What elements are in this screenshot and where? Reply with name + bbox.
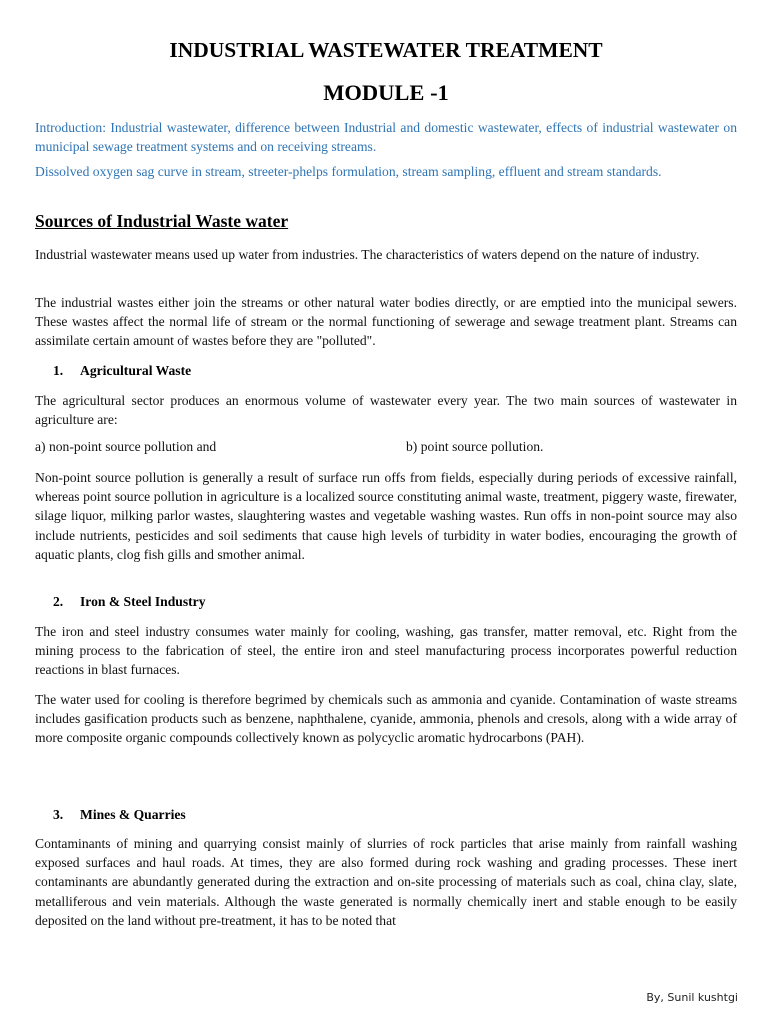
list-number: 1. <box>53 363 64 378</box>
list-number: 3. <box>53 807 64 822</box>
section-paragraph-2: The industrial wastes either join the streams or other natural water bodies directly, or are emptied into the municipal sewers. These wastes affect the normal life of stream or the normal functioning of sewerage and sewage treatment plant. Streams can assimilate certain amount of wastes before they are "polluted". <box>35 295 737 349</box>
iron-steel-heading <box>53 594 206 610</box>
subheading-text: Mines & Quarries <box>80 807 186 822</box>
iron-paragraph-1: The iron and steel industry consumes water mainly for cooling, washing, gas transfer, matter removal, etc. Right from the mining process to the fabrication of steel, the entire iron and steel manufacturing process incorporates powerful reduction reactions in blast furnaces. <box>35 624 737 678</box>
subheading-text: Agricultural Waste <box>80 363 192 378</box>
mines-paragraph-1: Contaminants of mining and quarrying consist mainly of slurries of rock particles that arise mainly from rainfall washing exposed surfaces and haul roads. At times, they are also formed during rock washing and grading processes. These inert contaminants are abundantly generated during the extraction and on-site processing of materials such as coal, china clay, slate, metalliferous and vein materials. Although the waste generated is normally chemically inert and stable enough to be easily deposited on the land without pre-treatment, it has to be noted that <box>35 836 737 928</box>
agricultural-waste-heading <box>53 363 191 379</box>
module-title: MODULE -1 <box>323 80 449 105</box>
point-source-item: b) point source pollution. <box>406 439 544 454</box>
author-footer: By, Sunil kushtgi <box>646 991 738 1004</box>
document-title: INDUSTRIAL WASTEWATER TREATMENT <box>169 38 603 62</box>
mines-quarries-heading <box>53 807 186 823</box>
agri-paragraph-1: The agricultural sector produces an enormous volume of wastewater every year. The two main sources of wastewater in agriculture are: <box>35 393 737 428</box>
subheading-text: Iron & Steel Industry <box>80 594 206 609</box>
intro-line-1: Introduction: Industrial wastewater, difference between Industrial and domestic wastewater, effects of industrial wastewater on municipal sewage treatment systems and on receiving streams. <box>35 120 737 154</box>
agri-paragraph-2: Non-point source pollution is generally a result of surface run offs from fields, especially during periods of excessive rainfall, whereas point source pollution in agriculture is a localized source constituting animal waste, treatment, piggery waste, firewater, silage liquor, milking parlor wastes, slaughtering wastes and vegetable washing wastes. Run offs in non-point source may also include nutrients, pesticides and soil sediments that cause high levels of turbidity in water bodies, encouraging the growth of aquatic plants, clog fish gills and smother animal. <box>35 470 737 562</box>
iron-paragraph-2: The water used for cooling is therefore begrimed by chemicals such as ammonia and cyanide. Contamination of waste streams includes gasification products such as benzene, naphthalene, cyanide, ammonia, phenols and cresols, along with a wide array of more composite organic compounds collectively known as polycyclic aromatic hydrocarbons (PAH). <box>35 692 737 746</box>
non-point-source-item: a) non-point source pollution and <box>35 439 217 454</box>
intro-line-2: Dissolved oxygen sag curve in stream, streeter-phelps formulation, stream sampling, effluent and stream standards. <box>35 164 662 179</box>
list-number: 2. <box>53 594 64 609</box>
section-paragraph-1: Industrial wastewater means used up water from industries. The characteristics of waters depend on the nature of industry. <box>35 247 700 262</box>
section-heading: Sources of Industrial Waste water <box>35 211 289 231</box>
